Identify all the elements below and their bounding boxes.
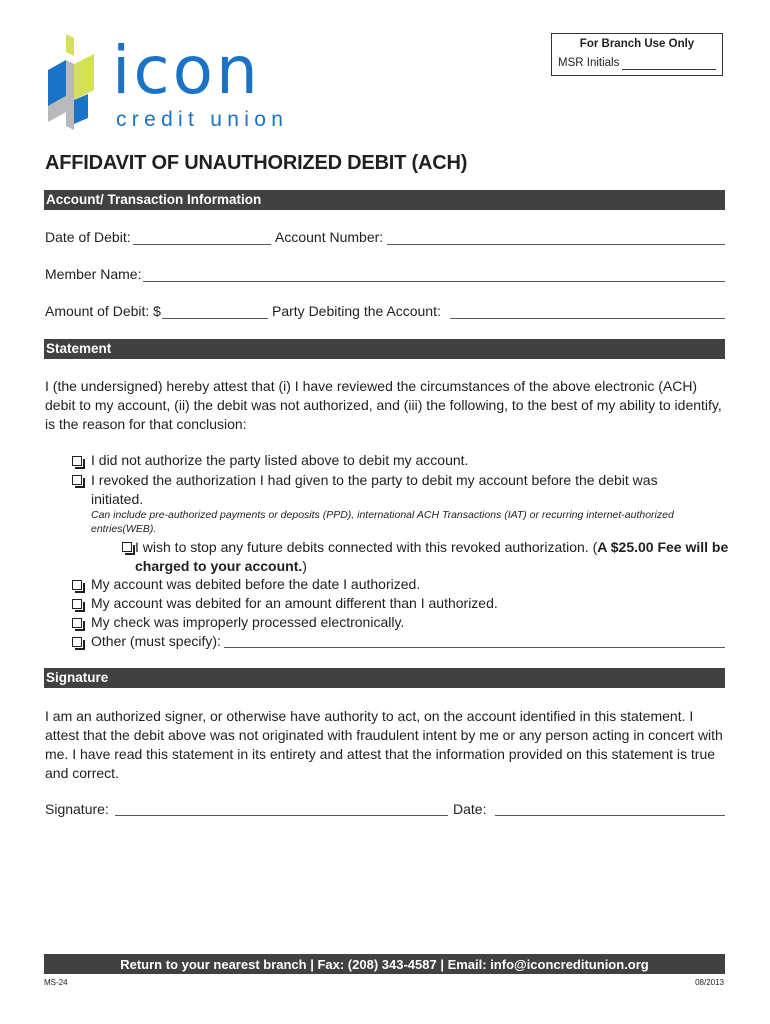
checkbox-debited-early[interactable] — [72, 580, 82, 590]
checkbox-other[interactable] — [72, 637, 82, 647]
stop-future-debits-end: ) — [302, 558, 307, 574]
footer-contact-bar: Return to your nearest branch | Fax: (208) 343-4587 | Email: info@iconcreditunion.org — [44, 954, 725, 974]
icon-credit-union-logo-mark — [44, 34, 98, 130]
section-account-label: Account/ Transaction Information — [46, 192, 262, 207]
logo-wordmark: icon — [112, 32, 261, 109]
member-name-label: Member Name: — [45, 266, 142, 282]
amount-of-debit-field[interactable] — [162, 318, 268, 319]
section-signature-label: Signature — [46, 670, 109, 685]
section-statement-label: Statement — [46, 341, 112, 356]
msr-initials-label: MSR Initials — [558, 57, 620, 69]
checkbox-different-amount[interactable] — [72, 599, 82, 609]
date-field[interactable] — [495, 815, 725, 816]
date-label: Date: — [453, 801, 487, 817]
option-different-amount: My account was debited for an amount different than I authorized. — [91, 595, 498, 611]
amount-of-debit-label: Amount of Debit: $ — [45, 303, 161, 319]
statement-intro: I (the undersigned) hereby attest that (i) I have reviewed the circumstances of the above electronic (ACH) debit to my account, (ii) the debit was not authorized, and (iii) the following, to the best of my ability to identify, is the reason for that conclusion: — [45, 378, 722, 432]
logo-tagline: credit union — [116, 108, 289, 131]
branch-use-box — [551, 33, 723, 76]
section-signature-header — [44, 668, 725, 688]
member-name-field[interactable] — [143, 281, 725, 282]
account-number-label: Account Number: — [275, 229, 384, 245]
signature-field[interactable] — [115, 815, 448, 816]
section-account-header — [44, 190, 725, 210]
document-title: AFFIDAVIT OF UNAUTHORIZED DEBIT (ACH) — [45, 152, 468, 174]
option-check-processed: My check was improperly processed electronically. — [91, 614, 405, 630]
revoked-authorization-note: Can include pre-authorized payments or deposits (PPD), international ACH Transactions (IAT) or recurring internet-authorized entries(WEB). — [91, 509, 674, 535]
option-other: Other (must specify): — [91, 633, 221, 649]
stop-future-debits-text: I wish to stop any future debits connected with this revoked authorization. ( — [135, 539, 598, 555]
party-debiting-label: Party Debiting the Account: — [272, 303, 441, 319]
section-statement-header — [44, 339, 725, 359]
form-revision-date: 08/2013 — [695, 978, 724, 987]
branch-use-title: For Branch Use Only — [579, 38, 695, 50]
party-debiting-field[interactable] — [450, 318, 725, 319]
other-specify-field[interactable] — [224, 647, 725, 648]
fee-notice: A $25.00 Fee will be charged to your account. — [135, 539, 729, 574]
msr-initials-field[interactable] — [622, 69, 716, 70]
form-number: MS-24 — [44, 978, 68, 987]
date-of-debit-field[interactable] — [133, 244, 271, 245]
option-not-authorized: I did not authorize the party listed above to debit my account. — [91, 452, 469, 468]
option-debited-early: My account was debited before the date I authorized. — [91, 576, 421, 592]
signature-attestation: I am an authorized signer, or otherwise have authority to act, on the account identified in this statement. I attest that the debit above was not originated with fraudulent intent by me or any person acting in concert with me. I have read this statement in its entirety and attest that the information provided on this statement is true and correct. — [45, 708, 723, 781]
date-of-debit-label: Date of Debit: — [45, 229, 131, 245]
checkbox-stop-future-debits[interactable] — [122, 542, 132, 552]
checkbox-not-authorized[interactable] — [72, 456, 82, 466]
checkbox-revoked-authorization[interactable] — [72, 475, 82, 485]
option-stop-future-debits — [135, 538, 735, 576]
checkbox-check-processed[interactable] — [72, 618, 82, 628]
account-number-field[interactable] — [387, 244, 725, 245]
signature-label: Signature: — [45, 801, 109, 817]
option-revoked-authorization: I revoked the authorization I had given to the party to debit my account before the debit was initiated. — [91, 472, 658, 507]
